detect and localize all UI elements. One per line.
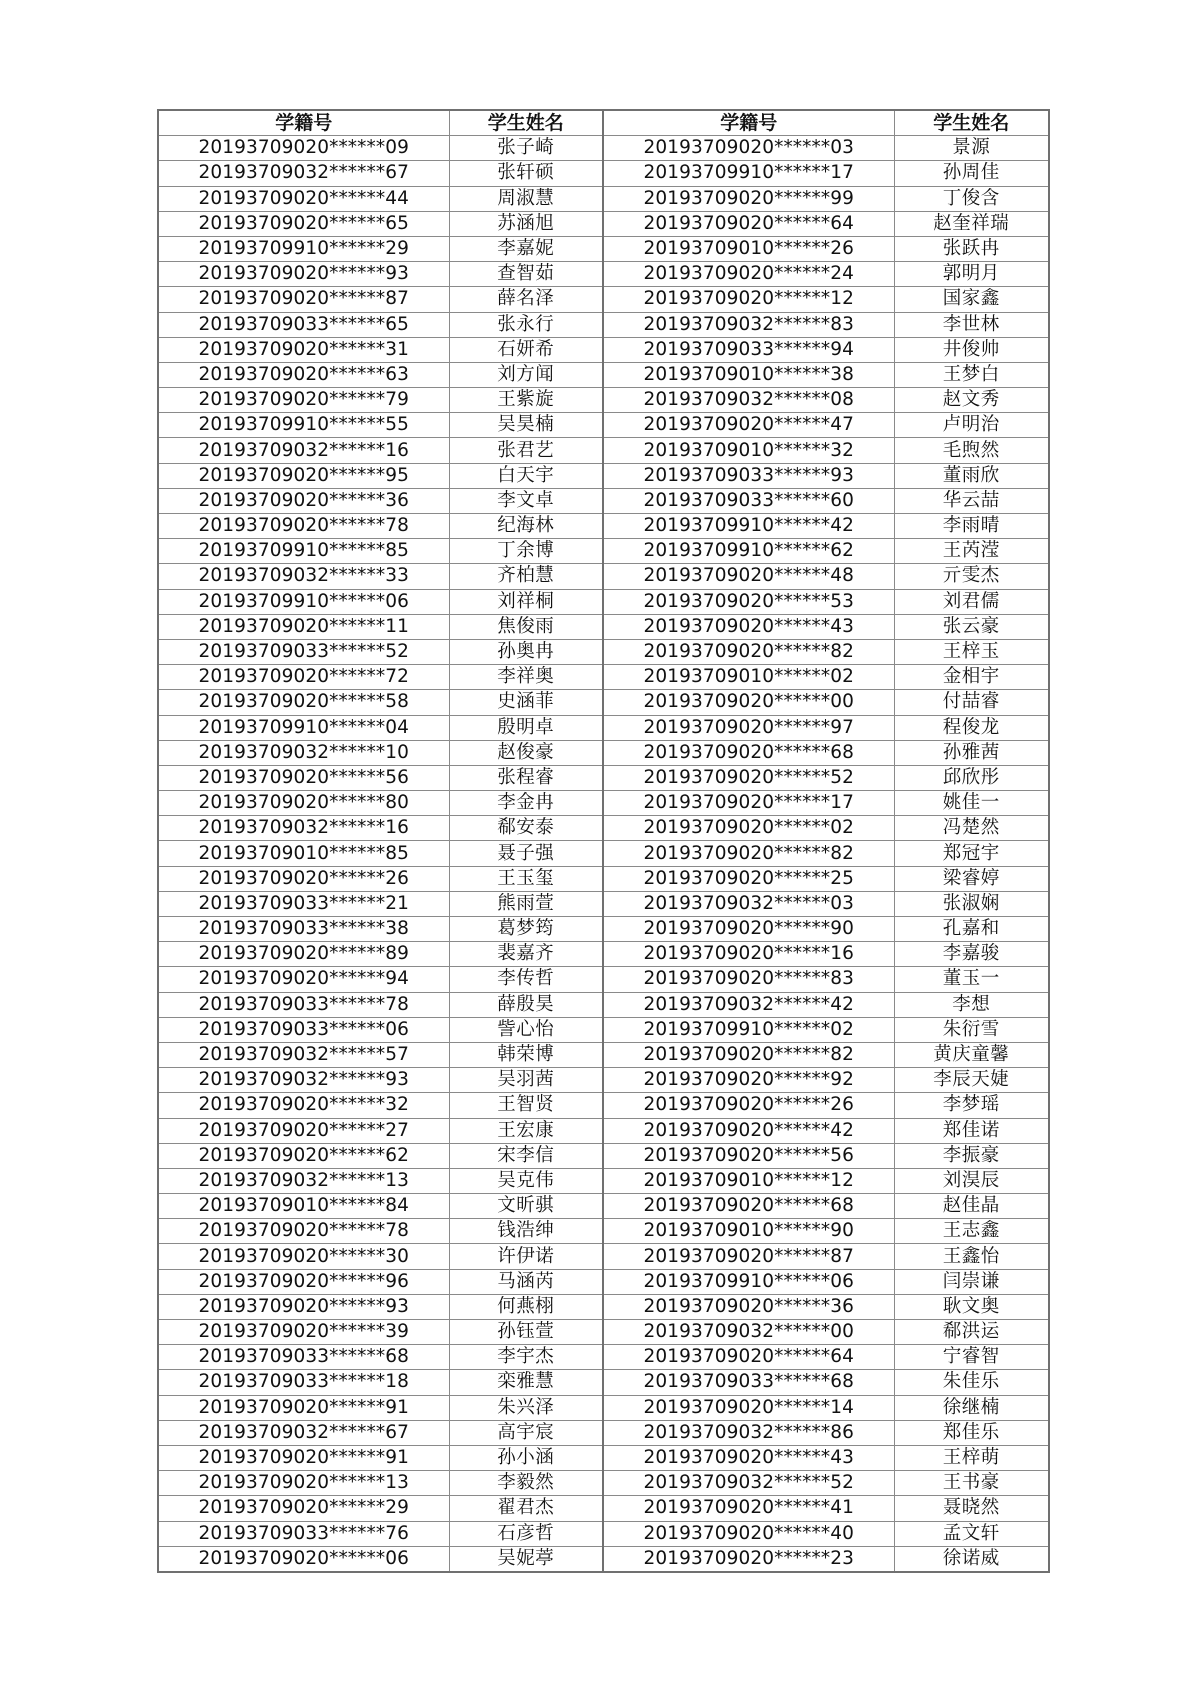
- student-name-cell: 吴妮葶: [449, 1546, 603, 1572]
- student-id-cell: 20193709020******80: [158, 791, 449, 816]
- student-name-cell: 白天宇: [449, 463, 603, 488]
- student-name-cell: 孔嘉和: [894, 917, 1049, 942]
- student-name-cell: 王志鑫: [894, 1219, 1049, 1244]
- table-row: [158, 1320, 1049, 1345]
- student-id-cell: 20193709032******16: [158, 438, 449, 463]
- student-id-cell: 20193709032******83: [603, 312, 894, 337]
- student-id-cell: 20193709020******31: [158, 337, 449, 362]
- student-name-cell: 耿文奥: [894, 1294, 1049, 1319]
- student-id-cell: 20193709032******13: [158, 1168, 449, 1193]
- table-row: [158, 1445, 1049, 1470]
- student-id-cell: 20193709020******26: [603, 1093, 894, 1118]
- student-id-cell: 20193709020******23: [603, 1546, 894, 1572]
- table-row: [158, 1194, 1049, 1219]
- student-id-cell: 20193709033******68: [158, 1345, 449, 1370]
- student-name-cell: 周淑慧: [449, 186, 603, 211]
- student-id-cell: 20193709020******06: [158, 1546, 449, 1572]
- student-id-cell: 20193709032******67: [158, 1420, 449, 1445]
- student-name-cell: 刘淏辰: [894, 1168, 1049, 1193]
- student-name-cell: 高宇宸: [449, 1420, 603, 1445]
- table-row: [158, 186, 1049, 211]
- table-row: [158, 866, 1049, 891]
- table-row: [158, 740, 1049, 765]
- table-row: [158, 992, 1049, 1017]
- student-id-cell: 20193709033******38: [158, 917, 449, 942]
- student-name-cell: 殷明卓: [449, 715, 603, 740]
- student-id-cell: 20193709020******91: [158, 1395, 449, 1420]
- student-name-cell: 金相宇: [894, 665, 1049, 690]
- student-id-cell: 20193709020******27: [158, 1118, 449, 1143]
- student-id-cell: 20193709020******83: [603, 967, 894, 992]
- student-id-cell: 20193709020******65: [158, 211, 449, 236]
- student-id-cell: 20193709032******33: [158, 564, 449, 589]
- student-name-cell: 栾雅慧: [449, 1370, 603, 1395]
- student-name-cell: 郗安泰: [449, 816, 603, 841]
- student-name-cell: 王书豪: [894, 1471, 1049, 1496]
- student-id-cell: 20193709020******93: [158, 262, 449, 287]
- student-id-cell: 20193709032******67: [158, 161, 449, 186]
- student-id-cell: 20193709020******78: [158, 1219, 449, 1244]
- table-row: [158, 312, 1049, 337]
- student-id-cell: 20193709033******60: [603, 488, 894, 513]
- student-id-cell: 20193709020******82: [603, 1042, 894, 1067]
- student-name-cell: 李嘉妮: [449, 236, 603, 261]
- student-id-cell: 20193709032******57: [158, 1042, 449, 1067]
- student-name-cell: 葛梦筠: [449, 917, 603, 942]
- student-id-cell: 20193709910******17: [603, 161, 894, 186]
- student-name-cell: 华云喆: [894, 488, 1049, 513]
- student-id-cell: 20193709020******25: [603, 866, 894, 891]
- roster-body: [158, 136, 1049, 1572]
- table-row: [158, 211, 1049, 236]
- student-id-cell: 20193709033******68: [603, 1370, 894, 1395]
- student-id-cell: 20193709032******10: [158, 740, 449, 765]
- student-id-cell: 20193709020******72: [158, 665, 449, 690]
- student-id-cell: 20193709020******42: [603, 1118, 894, 1143]
- table-row: [158, 539, 1049, 564]
- student-name-cell: 史涵菲: [449, 690, 603, 715]
- student-name-cell: 许伊诺: [449, 1244, 603, 1269]
- student-name-cell: 焦俊雨: [449, 614, 603, 639]
- student-name-cell: 毛煦然: [894, 438, 1049, 463]
- student-name-cell: 孙雅茜: [894, 740, 1049, 765]
- student-id-cell: 20193709020******56: [158, 765, 449, 790]
- student-name-cell: 王芮滢: [894, 539, 1049, 564]
- student-id-cell: 20193709910******55: [158, 413, 449, 438]
- student-name-cell: 孟文轩: [894, 1521, 1049, 1546]
- student-name-cell: 赵奎祥瑞: [894, 211, 1049, 236]
- table-row: [158, 1244, 1049, 1269]
- student-name-cell: 李毅然: [449, 1471, 603, 1496]
- student-name-cell: 董玉一: [894, 967, 1049, 992]
- table-row: [158, 161, 1049, 186]
- student-id-cell: 20193709020******82: [603, 639, 894, 664]
- student-id-cell: 20193709020******00: [603, 690, 894, 715]
- student-id-cell: 20193709910******04: [158, 715, 449, 740]
- student-id-cell: 20193709020******94: [158, 967, 449, 992]
- table-row: [158, 816, 1049, 841]
- table-row: [158, 262, 1049, 287]
- student-id-cell: 20193709020******40: [603, 1521, 894, 1546]
- student-name-cell: 丁余博: [449, 539, 603, 564]
- table-row: [158, 1546, 1049, 1572]
- student-name-cell: 徐继楠: [894, 1395, 1049, 1420]
- student-id-cell: 20193709020******68: [603, 740, 894, 765]
- student-name-cell: 李祥奥: [449, 665, 603, 690]
- student-id-cell: 20193709020******48: [603, 564, 894, 589]
- student-id-cell: 20193709020******93: [158, 1294, 449, 1319]
- student-name-cell: 张跃冉: [894, 236, 1049, 261]
- table-row: [158, 488, 1049, 513]
- table-row: [158, 891, 1049, 916]
- student-id-cell: 20193709910******85: [158, 539, 449, 564]
- student-id-header: 学籍号: [603, 110, 894, 136]
- student-name-cell: 朱衍雪: [894, 1017, 1049, 1042]
- student-name-cell: 李金冉: [449, 791, 603, 816]
- table-row: [158, 1471, 1049, 1496]
- student-name-cell: 韩荣博: [449, 1042, 603, 1067]
- student-name-cell: 钱浩绅: [449, 1219, 603, 1244]
- table-row: [158, 287, 1049, 312]
- table-row: [158, 463, 1049, 488]
- student-id-cell: 20193709010******12: [603, 1168, 894, 1193]
- student-id-cell: 20193709020******36: [603, 1294, 894, 1319]
- student-id-cell: 20193709020******24: [603, 262, 894, 287]
- student-name-cell: 刘方闻: [449, 362, 603, 387]
- student-name-cell: 石妍希: [449, 337, 603, 362]
- table-row: [158, 942, 1049, 967]
- student-name-cell: 张轩硕: [449, 161, 603, 186]
- student-id-cell: 20193709020******14: [603, 1395, 894, 1420]
- student-id-cell: 20193709020******30: [158, 1244, 449, 1269]
- student-id-cell: 20193709020******79: [158, 388, 449, 413]
- student-id-cell: 20193709020******78: [158, 514, 449, 539]
- student-name-cell: 王紫旋: [449, 388, 603, 413]
- student-name-cell: 李宇杰: [449, 1345, 603, 1370]
- student-id-cell: 20193709020******82: [603, 841, 894, 866]
- student-id-cell: 20193709020******91: [158, 1445, 449, 1470]
- table-row: [158, 614, 1049, 639]
- student-id-cell: 20193709032******16: [158, 816, 449, 841]
- student-id-cell: 20193709020******39: [158, 1320, 449, 1345]
- student-id-cell: 20193709020******68: [603, 1194, 894, 1219]
- student-name-cell: 薛殷昊: [449, 992, 603, 1017]
- student-name-cell: 黄庆童馨: [894, 1042, 1049, 1067]
- table-row: [158, 1068, 1049, 1093]
- header-row: [158, 110, 1049, 136]
- student-id-cell: 20193709020******58: [158, 690, 449, 715]
- student-name-cell: 赵文秀: [894, 388, 1049, 413]
- student-id-cell: 20193709020******52: [603, 765, 894, 790]
- student-name-cell: 李嘉骏: [894, 942, 1049, 967]
- student-name-cell: 付喆睿: [894, 690, 1049, 715]
- table-row: [158, 1420, 1049, 1445]
- student-name-cell: 查智茹: [449, 262, 603, 287]
- student-name-cell: 李传哲: [449, 967, 603, 992]
- student-name-cell: 刘祥桐: [449, 589, 603, 614]
- table-row: [158, 1143, 1049, 1168]
- student-id-cell: 20193709032******00: [603, 1320, 894, 1345]
- student-id-cell: 20193709020******41: [603, 1496, 894, 1521]
- table-row: [158, 1496, 1049, 1521]
- student-name-cell: 孙奥冉: [449, 639, 603, 664]
- student-id-cell: 20193709910******06: [158, 589, 449, 614]
- student-id-cell: 20193709020******26: [158, 866, 449, 891]
- student-id-cell: 20193709020******62: [158, 1143, 449, 1168]
- student-id-cell: 20193709020******53: [603, 589, 894, 614]
- table-row: [158, 236, 1049, 261]
- student-id-cell: 20193709020******56: [603, 1143, 894, 1168]
- student-id-cell: 20193709033******06: [158, 1017, 449, 1042]
- table-row: [158, 665, 1049, 690]
- student-name-cell: 苏涵旭: [449, 211, 603, 236]
- student-id-cell: 20193709020******13: [158, 1471, 449, 1496]
- student-name-cell: 李雨晴: [894, 514, 1049, 539]
- table-row: [158, 1370, 1049, 1395]
- student-name-cell: 文昕骐: [449, 1194, 603, 1219]
- student-name-cell: 朱兴泽: [449, 1395, 603, 1420]
- student-id-cell: 20193709020******87: [603, 1244, 894, 1269]
- student-id-cell: 20193709020******17: [603, 791, 894, 816]
- student-name-cell: 姚佳一: [894, 791, 1049, 816]
- student-id-cell: 20193709910******62: [603, 539, 894, 564]
- student-name-cell: 李辰天婕: [894, 1068, 1049, 1093]
- student-name-cell: 王宏康: [449, 1118, 603, 1143]
- student-name-cell: 冯楚然: [894, 816, 1049, 841]
- student-name-cell: 聂晓然: [894, 1496, 1049, 1521]
- student-name-cell: 张淑娴: [894, 891, 1049, 916]
- student-id-cell: 20193709033******93: [603, 463, 894, 488]
- student-id-cell: 20193709020******29: [158, 1496, 449, 1521]
- student-name-cell: 李想: [894, 992, 1049, 1017]
- student-name-cell: 吴昊楠: [449, 413, 603, 438]
- student-name-cell: 薛名泽: [449, 287, 603, 312]
- table-row: [158, 690, 1049, 715]
- student-name-cell: 李振豪: [894, 1143, 1049, 1168]
- student-id-cell: 20193709020******90: [603, 917, 894, 942]
- student-id-cell: 20193709020******99: [603, 186, 894, 211]
- student-id-cell: 20193709033******65: [158, 312, 449, 337]
- student-name-cell: 董雨欣: [894, 463, 1049, 488]
- table-row: [158, 337, 1049, 362]
- student-id-cell: 20193709020******95: [158, 463, 449, 488]
- student-name-cell: 闫崇谦: [894, 1269, 1049, 1294]
- student-id-cell: 20193709020******36: [158, 488, 449, 513]
- table-row: [158, 388, 1049, 413]
- student-id-cell: 20193709020******11: [158, 614, 449, 639]
- student-name-cell: 亓雯杰: [894, 564, 1049, 589]
- table-row: [158, 1017, 1049, 1042]
- student-id-cell: 20193709020******16: [603, 942, 894, 967]
- table-row: [158, 514, 1049, 539]
- student-name-cell: 张云豪: [894, 614, 1049, 639]
- student-name-cell: 李梦瑶: [894, 1093, 1049, 1118]
- student-name-cell: 景源: [894, 136, 1049, 161]
- table-row: [158, 362, 1049, 387]
- student-id-cell: 20193709033******18: [158, 1370, 449, 1395]
- student-name-cell: 张永行: [449, 312, 603, 337]
- student-name-cell: 井俊帅: [894, 337, 1049, 362]
- student-name-cell: 聂子强: [449, 841, 603, 866]
- student-name-cell: 李世林: [894, 312, 1049, 337]
- student-name-cell: 程俊龙: [894, 715, 1049, 740]
- student-name-cell: 孙小涵: [449, 1445, 603, 1470]
- table-row: [158, 1395, 1049, 1420]
- student-name-cell: 齐柏慧: [449, 564, 603, 589]
- table-row: [158, 1269, 1049, 1294]
- student-name-cell: 翟君杰: [449, 1496, 603, 1521]
- table-row: [158, 1168, 1049, 1193]
- student-id-cell: 20193709033******76: [158, 1521, 449, 1546]
- student-id-cell: 20193709020******89: [158, 942, 449, 967]
- table-row: [158, 564, 1049, 589]
- student-id-cell: 20193709020******32: [158, 1093, 449, 1118]
- student-name-cell: 裴嘉齐: [449, 942, 603, 967]
- table-row: [158, 715, 1049, 740]
- student-name-cell: 王玉玺: [449, 866, 603, 891]
- table-row: [158, 1345, 1049, 1370]
- student-id-cell: 20193709032******08: [603, 388, 894, 413]
- student-id-cell: 20193709032******03: [603, 891, 894, 916]
- table-row: [158, 1219, 1049, 1244]
- student-id-cell: 20193709020******02: [603, 816, 894, 841]
- student-id-cell: 20193709010******26: [603, 236, 894, 261]
- student-id-cell: 20193709032******42: [603, 992, 894, 1017]
- student-id-cell: 20193709010******02: [603, 665, 894, 690]
- student-name-cell: 王智贤: [449, 1093, 603, 1118]
- student-name-cell: 徐诺威: [894, 1546, 1049, 1572]
- student-name-cell: 赵俊豪: [449, 740, 603, 765]
- student-id-cell: 20193709020******44: [158, 186, 449, 211]
- student-id-cell: 20193709033******52: [158, 639, 449, 664]
- student-id-cell: 20193709020******43: [603, 1445, 894, 1470]
- student-id-header: 学籍号: [158, 110, 449, 136]
- student-roster-table: [157, 109, 1050, 1573]
- table-row: [158, 639, 1049, 664]
- student-id-cell: 20193709033******21: [158, 891, 449, 916]
- student-name-cell: 石彦哲: [449, 1521, 603, 1546]
- student-id-cell: 20193709910******29: [158, 236, 449, 261]
- student-name-header: 学生姓名: [894, 110, 1049, 136]
- student-id-cell: 20193709910******42: [603, 514, 894, 539]
- student-name-cell: 郑佳乐: [894, 1420, 1049, 1445]
- student-name-cell: 王鑫怡: [894, 1244, 1049, 1269]
- table-row: [158, 967, 1049, 992]
- student-id-cell: 20193709033******78: [158, 992, 449, 1017]
- student-name-cell: 李文卓: [449, 488, 603, 513]
- student-name-cell: 丁俊含: [894, 186, 1049, 211]
- student-id-cell: 20193709910******02: [603, 1017, 894, 1042]
- table-row: [158, 841, 1049, 866]
- student-id-cell: 20193709010******84: [158, 1194, 449, 1219]
- student-name-cell: 王梓玉: [894, 639, 1049, 664]
- student-id-cell: 20193709020******96: [158, 1269, 449, 1294]
- student-name-cell: 郑冠宇: [894, 841, 1049, 866]
- student-name-cell: 宋李信: [449, 1143, 603, 1168]
- student-name-cell: 郭明月: [894, 262, 1049, 287]
- table-row: [158, 413, 1049, 438]
- table-row: [158, 136, 1049, 161]
- student-name-cell: 吴克伟: [449, 1168, 603, 1193]
- student-name-header: 学生姓名: [449, 110, 603, 136]
- student-id-cell: 20193709032******93: [158, 1068, 449, 1093]
- student-name-cell: 郑佳诺: [894, 1118, 1049, 1143]
- student-id-cell: 20193709020******47: [603, 413, 894, 438]
- student-name-cell: 吴羽茜: [449, 1068, 603, 1093]
- student-id-cell: 20193709032******52: [603, 1471, 894, 1496]
- student-name-cell: 纪海林: [449, 514, 603, 539]
- student-id-cell: 20193709010******38: [603, 362, 894, 387]
- student-id-cell: 20193709032******86: [603, 1420, 894, 1445]
- student-id-cell: 20193709910******06: [603, 1269, 894, 1294]
- student-name-cell: 赵佳晶: [894, 1194, 1049, 1219]
- student-id-cell: 20193709010******90: [603, 1219, 894, 1244]
- table-row: [158, 791, 1049, 816]
- table-row: [158, 1093, 1049, 1118]
- table-row: [158, 589, 1049, 614]
- student-name-cell: 王梦白: [894, 362, 1049, 387]
- student-name-cell: 邱欣彤: [894, 765, 1049, 790]
- student-name-cell: 郗洪运: [894, 1320, 1049, 1345]
- table-row: [158, 1118, 1049, 1143]
- student-name-cell: 张君艺: [449, 438, 603, 463]
- student-name-cell: 国家鑫: [894, 287, 1049, 312]
- student-name-cell: 訾心怡: [449, 1017, 603, 1042]
- student-name-cell: 王梓萌: [894, 1445, 1049, 1470]
- student-name-cell: 张程睿: [449, 765, 603, 790]
- student-id-cell: 20193709020******64: [603, 211, 894, 236]
- student-name-cell: 熊雨萱: [449, 891, 603, 916]
- table-row: [158, 1042, 1049, 1067]
- student-name-cell: 宁睿智: [894, 1345, 1049, 1370]
- student-name-cell: 梁睿婷: [894, 866, 1049, 891]
- student-name-cell: 孙钰萱: [449, 1320, 603, 1345]
- student-id-cell: 20193709020******12: [603, 287, 894, 312]
- student-id-cell: 20193709020******03: [603, 136, 894, 161]
- student-id-cell: 20193709033******94: [603, 337, 894, 362]
- student-id-cell: 20193709020******97: [603, 715, 894, 740]
- student-name-cell: 卢明治: [894, 413, 1049, 438]
- student-name-cell: 孙周佳: [894, 161, 1049, 186]
- table-row: [158, 1294, 1049, 1319]
- student-id-cell: 20193709020******63: [158, 362, 449, 387]
- student-name-cell: 朱佳乐: [894, 1370, 1049, 1395]
- table-row: [158, 438, 1049, 463]
- student-id-cell: 20193709020******64: [603, 1345, 894, 1370]
- table-row: [158, 765, 1049, 790]
- table-row: [158, 1521, 1049, 1546]
- student-name-cell: 张子崎: [449, 136, 603, 161]
- student-name-cell: 刘君儒: [894, 589, 1049, 614]
- student-id-cell: 20193709020******43: [603, 614, 894, 639]
- student-name-cell: 何燕栩: [449, 1294, 603, 1319]
- student-id-cell: 20193709010******32: [603, 438, 894, 463]
- student-id-cell: 20193709010******85: [158, 841, 449, 866]
- student-id-cell: 20193709020******92: [603, 1068, 894, 1093]
- student-name-cell: 马涵芮: [449, 1269, 603, 1294]
- table-row: [158, 917, 1049, 942]
- student-id-cell: 20193709020******87: [158, 287, 449, 312]
- student-id-cell: 20193709020******09: [158, 136, 449, 161]
